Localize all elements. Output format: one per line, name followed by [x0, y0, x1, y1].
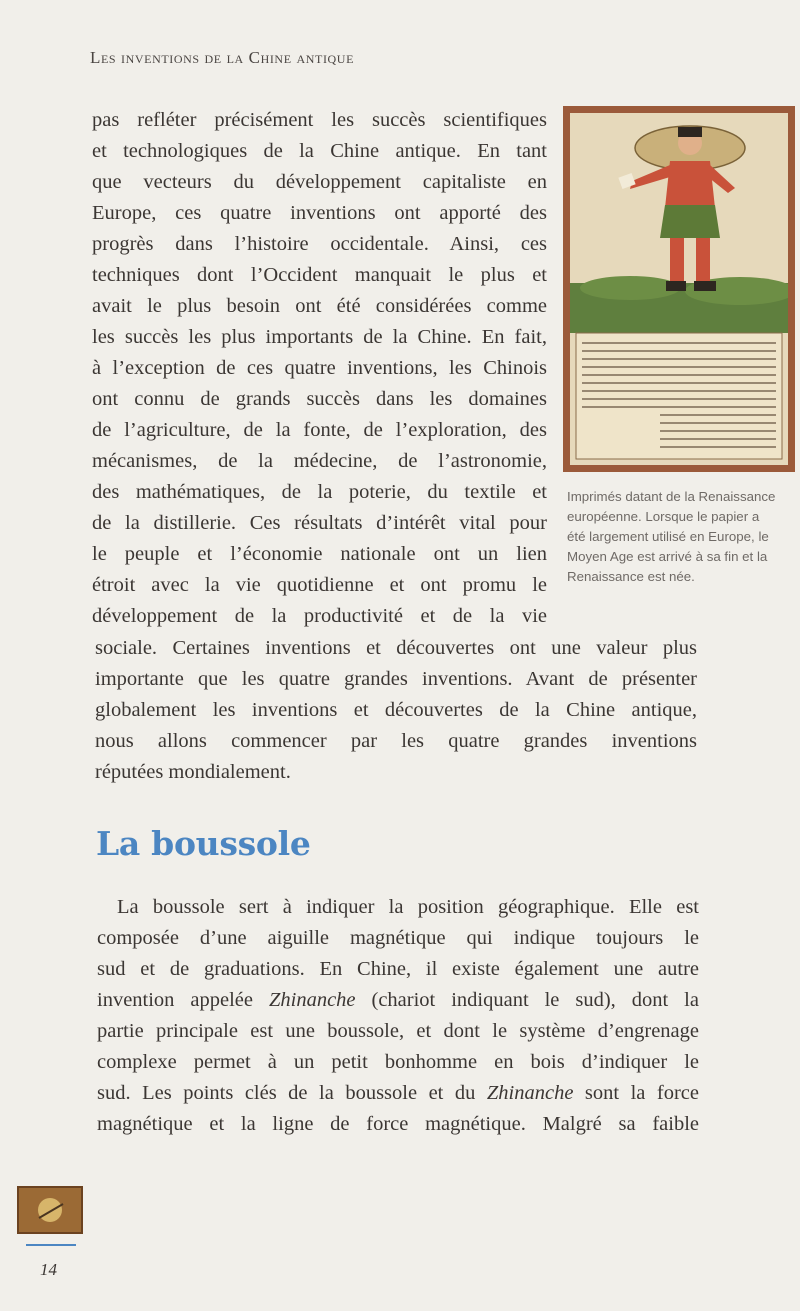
- body-paragraph-1-continued: [95, 633, 699, 788]
- text-line: pas refléter précisément les succès scientifiques: [92, 109, 547, 131]
- text-line: mécanismes, de la médecine, de l’astronomie,: [92, 450, 547, 472]
- text-line: composée d’une aiguille magnétique qui indique toujours le: [97, 927, 699, 949]
- text-line: ont connu de grands succès dans les domaines: [92, 388, 547, 410]
- text-line: nous allons commencer par les quatre grandes inventions: [95, 730, 697, 752]
- text-line: de l’agriculture, de la fonte, de l’exploration, des: [92, 419, 547, 441]
- text-segment: (chariot indiquant le sud), dont la: [355, 989, 699, 1011]
- caption-line: Moyen Age est arrivé à sa fin et la: [567, 549, 768, 564]
- caption-line: européenne. Lorsque le papier a: [567, 509, 760, 524]
- text-line: sud et de graduations. En Chine, il existe également une autre: [97, 958, 699, 980]
- running-header: Les inventions de la Chine antique: [90, 48, 355, 67]
- figure-illustration-art: [570, 113, 788, 465]
- text-line: développement de la productivité et de la vie: [92, 605, 547, 627]
- text-line: et technologiques de la Chine antique. En tant: [92, 140, 547, 162]
- footer-compass-thumbnail: [17, 1186, 83, 1234]
- text-line: Europe, ces quatre inventions ont apporté des: [92, 202, 547, 224]
- caption-line: été largement utilisé en Europe, le: [567, 529, 769, 544]
- text-segment: sont la force: [573, 1082, 699, 1104]
- text-line: magnétique et la ligne de force magnétique. Malgré sa faible: [97, 1113, 699, 1135]
- footer-rule: [26, 1244, 76, 1246]
- body-paragraph-2: [97, 892, 699, 1140]
- figure-caption: [567, 487, 799, 587]
- text-line: complexe permet à un petit bonhomme en bois d’indiquer le: [97, 1051, 699, 1073]
- italic-term: Zhinanche: [268, 989, 356, 1011]
- compass-icon: [19, 1188, 81, 1232]
- text-line: importante que les quatre grandes inventions. Avant de présenter: [95, 668, 697, 690]
- text-line: [97, 985, 699, 1016]
- section-heading: La boussole: [96, 824, 311, 863]
- text-line: que vecteurs du développement capitaliste en: [92, 171, 547, 193]
- text-line: [97, 1078, 699, 1109]
- text-line: le peuple et l’économie nationale ont un lien: [92, 543, 547, 565]
- caption-line: Imprimés datant de la Renaissance: [567, 489, 776, 504]
- text-line: sociale. Certaines inventions et découvertes ont une valeur plus: [95, 637, 697, 659]
- text-line: des mathématiques, de la poterie, du textile et: [92, 481, 547, 503]
- body-paragraph-1: [92, 105, 547, 632]
- text-segment: invention appelée: [97, 989, 269, 1011]
- renaissance-print-figure: [563, 106, 795, 472]
- text-line: de la distillerie. Ces résultats d’intérêt vital pour: [92, 512, 547, 534]
- text-line: réputées mondialement.: [95, 761, 291, 783]
- text-line: partie principale est une boussole, et dont le système d’engrenage: [97, 1020, 699, 1042]
- text-line: à l’exception de ces quatre inventions, les Chinois: [92, 357, 547, 379]
- page-number: 14: [40, 1260, 57, 1279]
- caption-line: Renaissance est née.: [567, 569, 695, 584]
- figure-illustration: [570, 113, 788, 465]
- text-segment: sud. Les points clés de la boussole et du: [97, 1082, 487, 1104]
- text-line: progrès dans l’histoire occidentale. Ainsi, ces: [92, 233, 547, 255]
- text-line: La boussole sert à indiquer la position géographique. Elle est: [117, 896, 699, 918]
- italic-term: Zhinanche: [486, 1082, 574, 1104]
- text-line: techniques dont l’Occident manquait le plus et: [92, 264, 547, 286]
- text-line: avait le plus besoin ont été considérées comme: [92, 295, 547, 317]
- text-line: étroit avec la vie quotidienne et ont promu le: [92, 574, 547, 596]
- text-line: les succès les plus importants de la Chine. En fait,: [92, 326, 547, 348]
- text-line: globalement les inventions et découvertes de la Chine antique,: [95, 699, 697, 721]
